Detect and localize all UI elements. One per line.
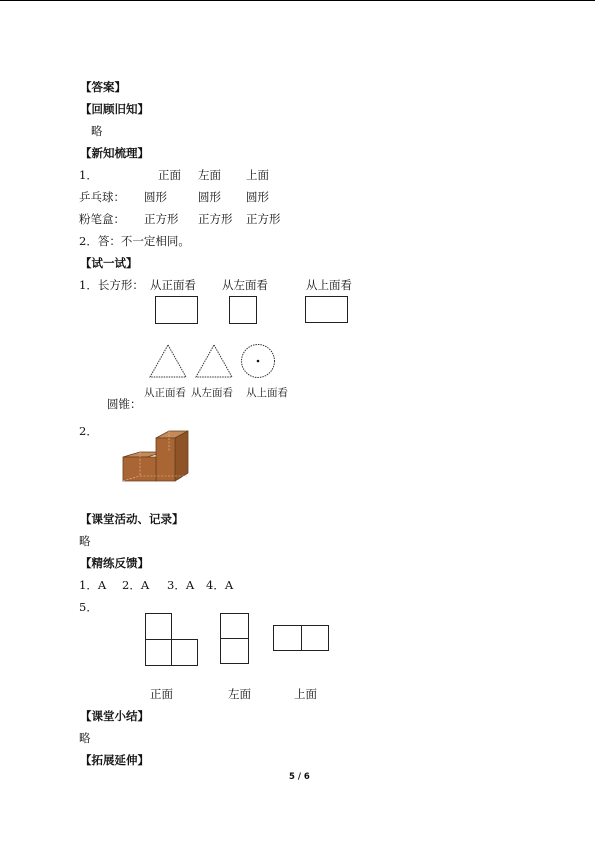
cone-top-view	[239, 343, 277, 379]
q2-answer: 2．答：不一定相同。	[79, 234, 190, 248]
practice-answer-1: 1．A	[79, 578, 107, 592]
try-q2-number: 2．	[79, 424, 98, 438]
rect-top-view	[305, 296, 348, 323]
grid-left-label: 左面	[228, 687, 251, 701]
practice-answer-3: 3．A	[167, 578, 195, 592]
row-chalkbox-left: 正方形	[198, 212, 233, 226]
review-text: 略	[91, 124, 103, 138]
class-activity-text: 略	[79, 534, 91, 548]
cone-front-view	[148, 342, 188, 380]
grid-top-label: 上面	[294, 687, 317, 701]
try-it-heading: 【试一试】	[80, 256, 138, 270]
practice-answer-4: 4．A	[206, 578, 234, 592]
practice-heading: 【精练反馈】	[80, 556, 149, 570]
grid-top-view	[273, 625, 330, 652]
top-border	[0, 0, 595, 1]
q5-number: 5．	[79, 600, 98, 614]
row-chalkbox-front: 正方形	[144, 212, 179, 226]
new-knowledge-heading: 【新知梳理】	[80, 146, 149, 160]
summary-heading: 【课堂小结】	[80, 709, 149, 723]
view-front-label: 从正面看	[150, 278, 196, 292]
column-front: 正面	[158, 168, 181, 182]
cone-left-label: 从左面看	[191, 387, 233, 399]
class-activity-heading: 【课堂活动、记录】	[80, 512, 184, 526]
cone-label: 圆锥：	[107, 397, 142, 411]
grid-left-view	[220, 613, 250, 664]
cone-top-label: 从上面看	[246, 387, 288, 399]
row-label-chalkbox: 粉笔盒：	[79, 212, 125, 226]
grid-front-label: 正面	[150, 687, 173, 701]
review-heading: 【回顾旧知】	[80, 102, 149, 116]
grid-front-view	[145, 613, 199, 666]
row-chalkbox-top: 正方形	[246, 212, 281, 226]
rect-prefix: 1．长方形：	[79, 278, 144, 292]
cone-left-view	[194, 342, 234, 380]
answer-heading: 【答案】	[80, 80, 126, 94]
row-pingpong-front: 圆形	[144, 190, 167, 204]
block-figure-image	[120, 428, 192, 486]
cone-front-label: 从正面看	[144, 387, 186, 399]
page-number: 5 / 6	[289, 772, 310, 782]
column-top: 上面	[246, 168, 269, 182]
view-top-label: 从上面看	[306, 278, 352, 292]
q1-number: 1．	[79, 168, 98, 182]
row-label-pingpong: 乒乓球：	[79, 190, 125, 204]
summary-text: 略	[79, 731, 91, 745]
view-left-label: 从左面看	[222, 278, 268, 292]
rect-left-view	[229, 296, 257, 324]
row-pingpong-top: 圆形	[246, 190, 269, 204]
column-left: 左面	[198, 168, 221, 182]
row-pingpong-left: 圆形	[198, 190, 221, 204]
practice-answer-2: 2．A	[122, 578, 150, 592]
rect-front-view	[155, 296, 198, 324]
extension-heading: 【拓展延伸】	[80, 753, 149, 767]
